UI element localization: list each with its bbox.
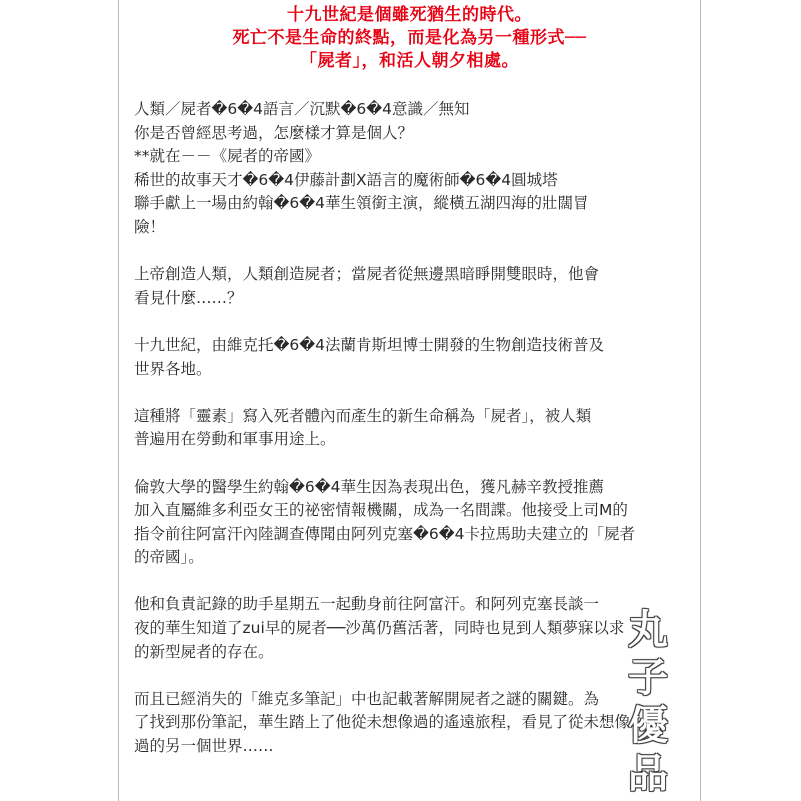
left-border-line (118, 0, 119, 801)
headline-line: 十九世紀是個雖死猶生的時代。 (287, 5, 532, 25)
intro-line: 你是否曾經思考過，怎麼樣才算是個人？ (134, 123, 414, 142)
synopsis-body (134, 98, 686, 759)
right-border-line (700, 0, 701, 801)
paragraph-line: 倫敦大學的醫學生約翰�6�4華生因為表現出色，獲凡赫辛教授推薦 (134, 477, 605, 496)
paragraph-line: 上帝創造人類，人類創造屍者；當屍者從無邊黑暗睜開雙眼時，他會 (134, 265, 600, 284)
paragraph-line: 這種將「靈素」寫入死者體內而產生的新生命稱為「屍者」，被人類 (134, 406, 592, 425)
intro-line: 人類／屍者�6�4語言／沉默�6�4意識／無知 (134, 100, 470, 118)
watermark-char: 品 (628, 750, 668, 797)
paragraph-line: 看見什麼……？ (134, 288, 243, 307)
paragraph-line: 普遍用在勞動和軍事用途上。 (134, 430, 336, 449)
watermark-char: 優 (628, 702, 668, 749)
intro-line: 險！ (134, 217, 166, 236)
watermark-char: 丸 (628, 606, 668, 653)
intro-line: **就在－－《屍者的帝國》 (134, 147, 321, 166)
paragraph-line: 過的另一個世界…… (134, 737, 274, 756)
headline (119, 4, 700, 73)
paragraph-line: 的新型屍者的存在。 (134, 642, 274, 661)
headline-line: 「屍者」，和活人朝夕相處。 (300, 51, 519, 71)
headline-line: 死亡不是生命的終點，而是化為另一種形式── (232, 28, 587, 48)
paragraph-line: 指令前往阿富汗內陸調查傳聞由阿列克塞�6�4卡拉馬助夫建立的「屍者 (134, 524, 636, 543)
shop-watermark (612, 606, 684, 798)
paragraph-line: 他和負責記錄的助手星期五一起動身前往阿富汗。和阿列克塞長談一 (134, 595, 600, 614)
paragraph-line: 加入直屬維多利亞女王的祕密情報機關，成為一名間諜。他接受上司M的 (134, 501, 628, 520)
paragraph-line: 世界各地。 (134, 359, 212, 378)
watermark-char: 子 (628, 654, 668, 701)
paragraph-line: 的帝國」。 (134, 548, 204, 567)
intro-line: 聯手獻上一場由約翰�6�4華生領銜主演，縱橫五湖四海的壯闊冒 (134, 194, 589, 213)
paragraph-line: 十九世紀，由維克托�6�4法蘭肯斯坦博士開發的生物創造技術普及 (134, 335, 605, 354)
intro-line: 稀世的故事天才�6�4伊藤計劃X語言的魔術師�6�4圓城塔 (134, 170, 558, 189)
paragraph-line: 了找到那份筆記，華生踏上了他從未想像過的遙遠旅程，看見了從未想像 (134, 713, 631, 732)
paragraph-line: 夜的華生知道了zui早的屍者──沙萬仍舊活著，同時也見到人類夢寐以求 (134, 619, 625, 638)
paragraph-line: 而且已經消失的「維克多筆記」中也記載著解開屍者之謎的關鍵。為 (134, 689, 600, 708)
